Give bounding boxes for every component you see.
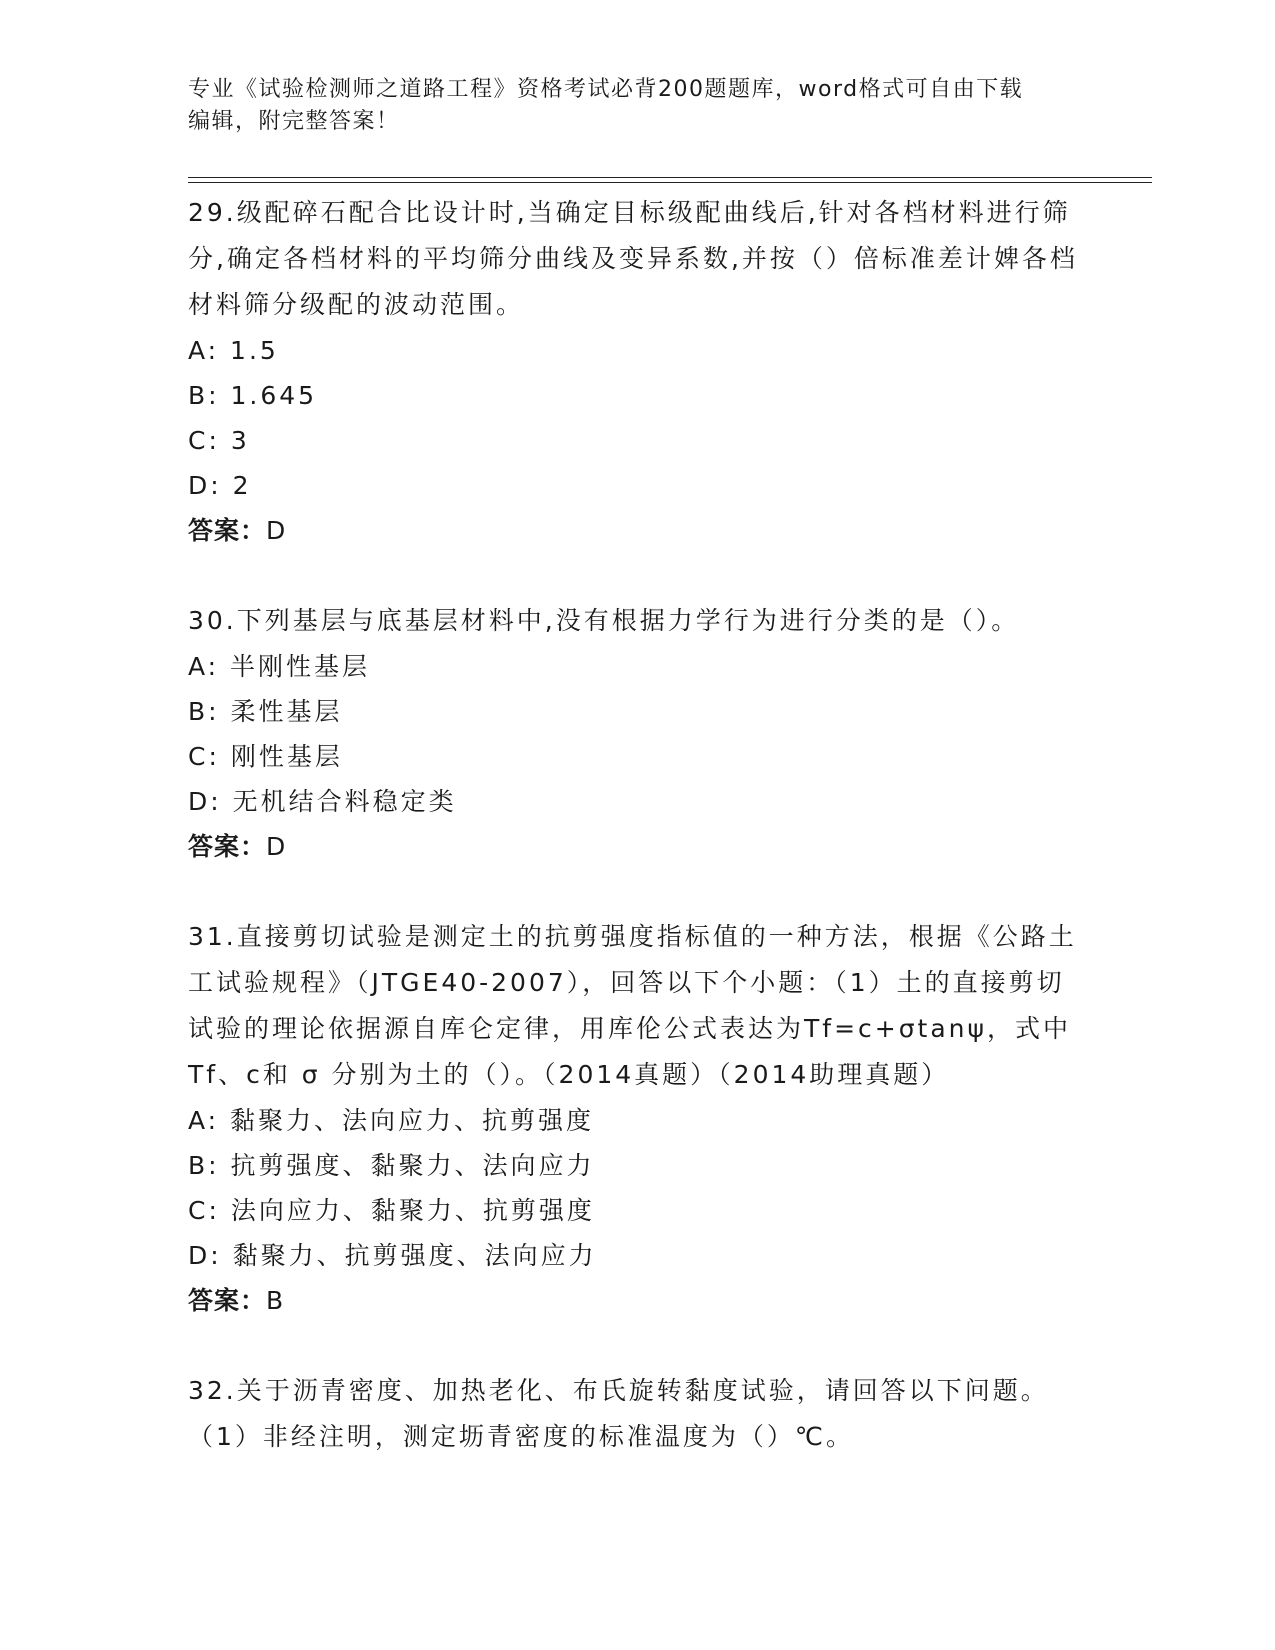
answer-label: 答案： — [188, 1286, 267, 1315]
option-c: C: 刚性基层 — [188, 742, 343, 771]
header-line-1: 专业《试验检测师之道路工程》资格考试必背200题题库，word格式可自由下载 — [188, 77, 1024, 102]
option-d: D: 2 — [188, 471, 252, 500]
question-stem: 32.关于沥青密度、加热老化、布氏旋转黏度试验，请回答以下问题。（1）非经注明，测定坜青密度的标准温度为（）℃。 — [188, 1376, 1049, 1451]
answer-line — [188, 508, 1088, 554]
question-list — [188, 190, 1088, 1504]
question-stem: 30.下列基层与底基层材料中,没有根据力学行为进行分类的是（）。 — [188, 606, 1020, 635]
answer-value: B — [266, 1286, 285, 1315]
option-a: A: 半刚性基层 — [188, 652, 371, 681]
answer-value: D — [266, 832, 287, 861]
document-header — [188, 74, 1088, 138]
question-30 — [188, 598, 1088, 870]
option-b: B: 1.645 — [188, 381, 318, 410]
answer-value: D — [266, 516, 287, 545]
question-stem: 31.直接剪切试验是测定土的抗剪强度指标值的一种方法，根据《公路土工试验规程》（JTGE40-2007），回答以下个小题：（1）土的直接剪切试验的理论依据源自库仑定律，用库伦公式表达为Tf=c+σtanψ，式中Tf、c和 σ 分别为土的（）。（2014真题）（2014助理真题） — [188, 922, 1077, 1089]
answer-label: 答案： — [188, 516, 267, 545]
header-divider-bottom — [188, 182, 1152, 183]
answer-line — [188, 1278, 1088, 1324]
option-b: B: 柔性基层 — [188, 697, 343, 726]
answer-label: 答案： — [188, 832, 267, 861]
option-c: C: 3 — [188, 426, 250, 455]
option-c: C: 法向应力、黏聚力、抗剪强度 — [188, 1196, 595, 1225]
question-31 — [188, 914, 1088, 1324]
option-d: D: 无机结合料稳定类 — [188, 787, 457, 816]
option-d: D: 黏聚力、抗剪强度、法向应力 — [188, 1241, 597, 1270]
option-a: A: 黏聚力、法向应力、抗剪强度 — [188, 1106, 595, 1135]
answer-line — [188, 824, 1088, 870]
question-32 — [188, 1368, 1088, 1460]
option-b: B: 抗剪强度、黏聚力、法向应力 — [188, 1151, 595, 1180]
question-29 — [188, 190, 1088, 554]
header-divider-top — [188, 177, 1152, 178]
question-stem: 29.级配碎石配合比设计时,当确定目标级配曲线后,针对各档材料进行筛分,确定各档材料的平均筛分曲线及变异系数,并按（）倍标准差计婢各档材料筛分级配的波动范围。 — [188, 198, 1078, 319]
option-a: A: 1.5 — [188, 336, 279, 365]
header-line-2: 编辑，附完整答案！ — [188, 109, 400, 134]
